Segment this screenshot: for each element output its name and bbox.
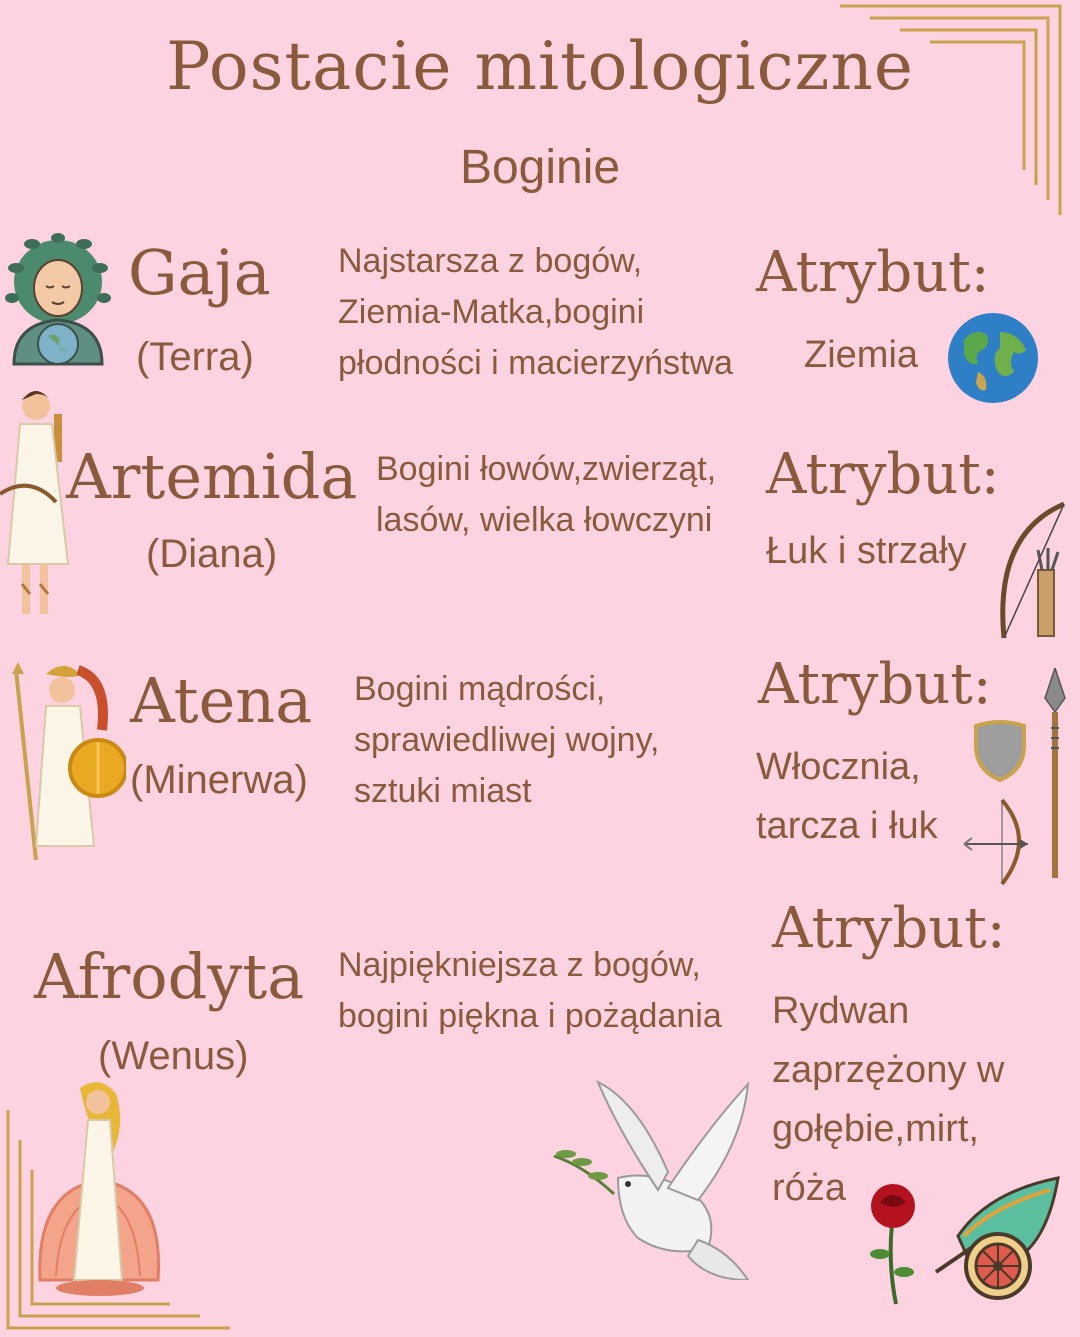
rose-icon [858, 1180, 928, 1308]
goddess-roman-name-diana: (Diana) [146, 532, 278, 576]
goddess-description-atena: Bogini mądrości, sprawiedliwej wojny, sztuki miast [354, 670, 660, 810]
attribute-heading: Atrybut: [772, 896, 1006, 961]
attribute-value-gaja: Ziemia [804, 334, 919, 376]
athena-figure-icon [6, 660, 126, 870]
page-subtitle: Boginie [459, 141, 621, 194]
attribute-heading: Atrybut: [758, 652, 992, 717]
goddess-roman-name-wenus: (Wenus) [98, 1034, 249, 1078]
goddess-name-afrodyta: Afrodyta [34, 940, 305, 1013]
goddess-roman-name-terra: (Terra) [136, 335, 254, 379]
page-title: Postacie mitologiczne [166, 28, 914, 105]
attribute-value-artemida: Łuk i strzały [766, 530, 967, 572]
goddess-name-artemida: Artemida [66, 440, 358, 513]
spear-icon [1040, 668, 1070, 880]
bow-quiver-icon [994, 500, 1076, 642]
attribute-heading: Atrybut: [766, 442, 1000, 507]
attribute-value-atena: Włocznia, tarcza i łuk [756, 746, 938, 847]
goddess-name-atena: Atena [130, 664, 313, 737]
earth-globe-icon [944, 310, 1042, 406]
attribute-heading: Atrybut: [756, 240, 990, 305]
gaia-figure-icon [2, 232, 114, 368]
goddess-description-artemida: Bogini łowów,zwierząt, lasów, wielka łowczyni [376, 450, 717, 539]
goddess-description-afrodyta: Najpiękniejsza z bogów, bogini piękna i pożądania [338, 946, 722, 1035]
shield-icon [972, 720, 1028, 782]
aphrodite-figure-icon [36, 1080, 160, 1302]
chariot-icon [934, 1176, 1064, 1304]
goddess-name-gaja: Gaja [128, 236, 271, 309]
attribute-value-afrodyta: Rydwan zaprzężony w gołębie,mirt, róża [772, 990, 1005, 1209]
goddess-roman-name-minerwa: (Minerwa) [130, 758, 308, 802]
dove-icon [548, 1080, 758, 1280]
bow-arrow-icon [962, 796, 1036, 888]
goddess-description-gaja: Najstarsza z bogów, Ziemia-Matka,bogini płodności i macierzyństwa [338, 242, 733, 382]
